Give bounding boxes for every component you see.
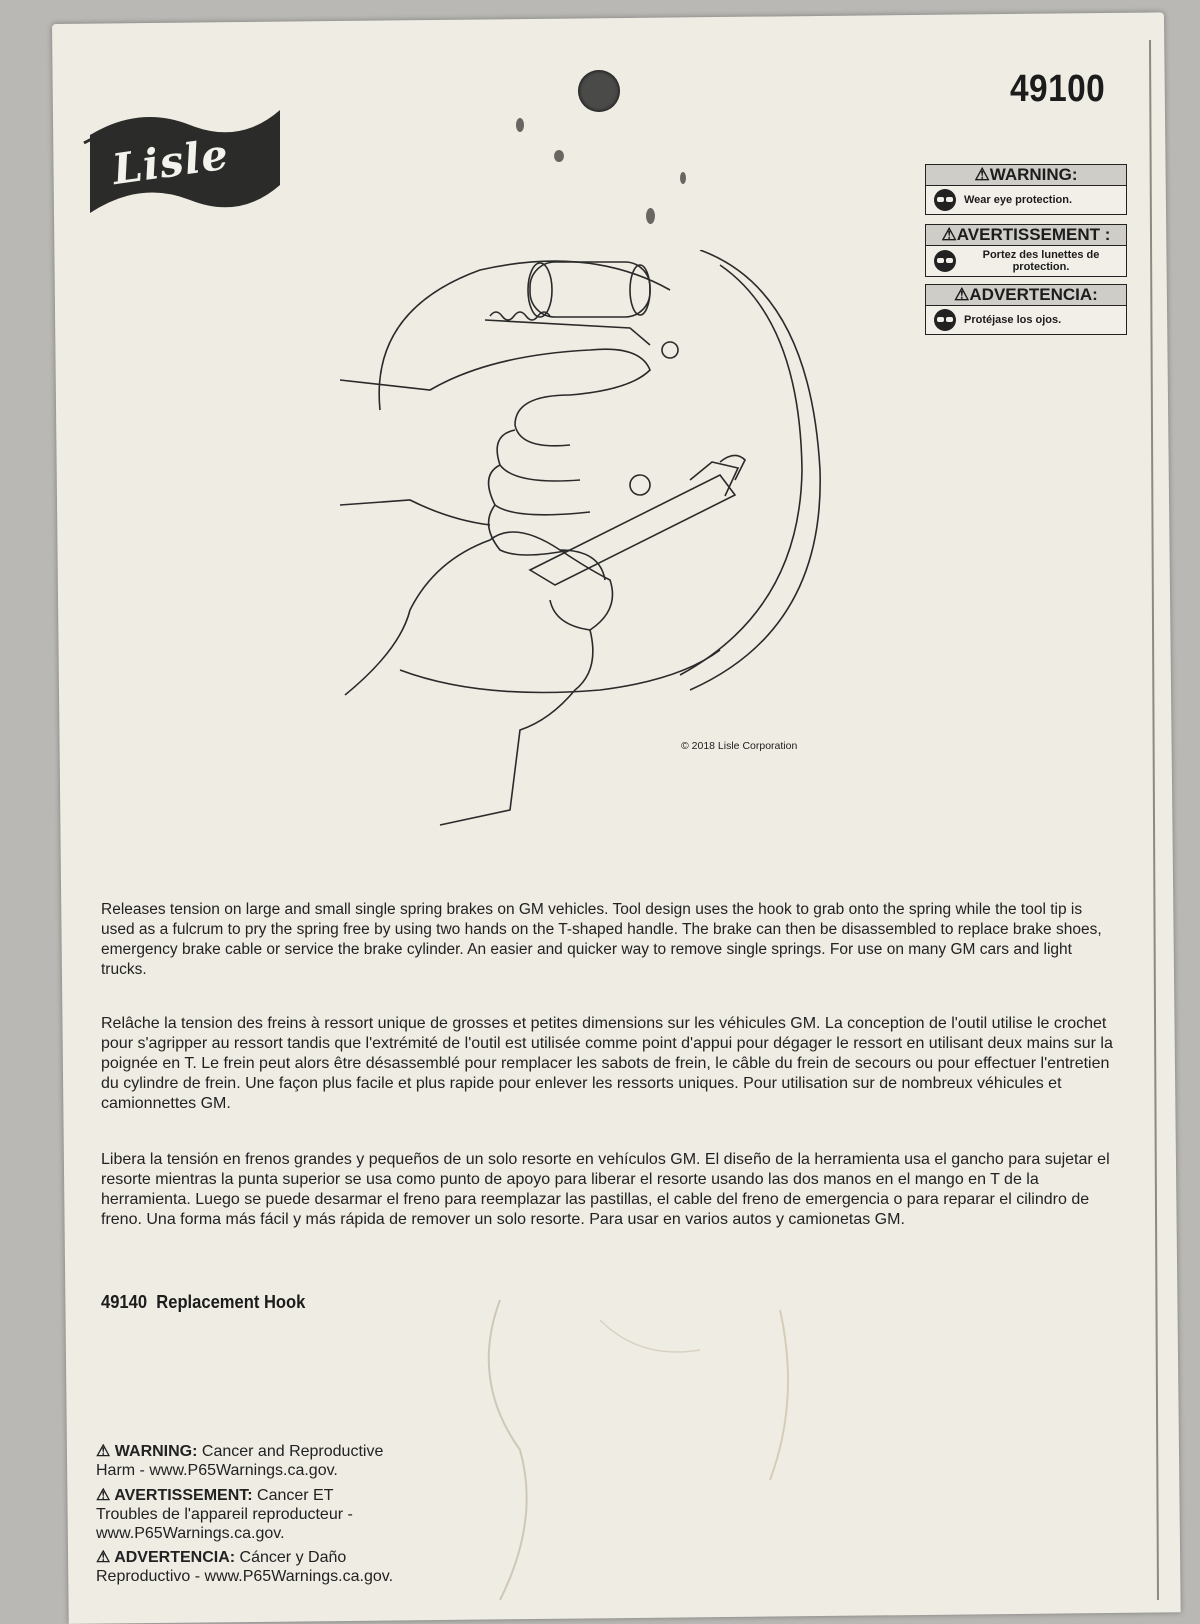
prop65-heading: ⚠ ADVERTENCIA: (96, 1549, 236, 1566)
prop65-warning-english (96, 1442, 426, 1480)
warning-text: Protéjase los ojos. (964, 314, 1062, 326)
warning-heading: ⚠ADVERTENCIA: (926, 285, 1126, 306)
prop65-text: Cancer and Reproductive Harm - www.P65Warnings.ca.gov. (96, 1443, 384, 1479)
replacement-part (101, 1292, 305, 1313)
warning-heading: ⚠AVERTISSEMENT : (926, 225, 1126, 246)
prop65-warning-spanish (96, 1548, 406, 1586)
prop65-text: Cáncer y Daño Reproductivo - www.P65Warnings.ca.gov. (96, 1549, 394, 1585)
part-number: 49100 (1010, 68, 1106, 110)
brand-name: Lisle (109, 129, 232, 195)
prop65-warning-french (96, 1486, 396, 1543)
description-french: Relâche la tension des freins à ressort unique de grosses et petites dimensions sur les véhicules GM. La conception de l'outil utilise le crochet pour s'agripper au ressort tandis que l'extrémité de l'outil est utilisée comme point d'appui pour dégager le ressort en utilisant deux mains sur la poignée en T. Le frein peut alors être désassemblé pour remplacer les sabots de frein, le câble du frein de secours ou pour effectuer l'entretien du cylindre de frein. Une façon plus facile et plus rapide pour enlever les ressorts uniques. Pour utilisation sur de nombreux véhicules et camionnettes GM. (101, 1015, 1113, 1112)
stain-mark (516, 118, 524, 132)
copyright-notice: © 2018 Lisle Corporation (681, 740, 798, 752)
stain-mark (680, 172, 686, 184)
description-english: Releases tension on large and small single spring brakes on GM vehicles. Tool design uses the hook to grab onto the spring while the tool tip is used as a fulcrum to pry the spring free by using two hands on the T-shaped handle. The brake can then be disassembled to replace brake shoes, emergency brake cable or service the brake cylinder. An easier and quicker way to remove single springs. For use on many GM cars and light trucks. (101, 901, 1102, 978)
prop65-heading: ⚠ WARNING: (96, 1443, 198, 1460)
replacement-part-label: Replacement Hook (156, 1292, 306, 1312)
prop65-heading: ⚠ AVERTISSEMENT: (96, 1487, 253, 1504)
description-spanish: Libera la tensión en frenos grandes y pequeños de un solo resorte en vehículos GM. El diseño de la herramienta usa el gancho para sujetar el resorte mientras la punta superior se usa como punto de apoyo para liberar el resorte usando las dos manos en el mango en T de la herramienta. Luego se puede desarmar el freno para reemplazar las pastillas, el cable del freno de emergencia o para reparar el cilindro de freno. Una forma más fácil y más rápida de remover un solo resorte. Para usar en varios autos y camionetas GM. (101, 1151, 1110, 1228)
warning-text: Portez des lunettes de protection. (982, 249, 1100, 273)
eye-protection-icon (934, 309, 956, 331)
stain-mark (554, 150, 564, 162)
hang-hole (578, 70, 620, 112)
warning-text: Wear eye protection. (964, 194, 1072, 206)
warning-label-english (925, 164, 1127, 215)
warning-heading: ⚠WARNING: (926, 165, 1126, 186)
prop65-text: Cancer ET Troubles de l'appareil reproducteur - www.P65Warnings.ca.gov. (96, 1487, 353, 1542)
replacement-part-number: 49140 (101, 1292, 148, 1312)
stain-mark (646, 208, 655, 224)
eye-protection-icon (934, 189, 956, 211)
warning-label-french (925, 224, 1127, 277)
warning-label-spanish (925, 284, 1127, 335)
eye-protection-icon (934, 250, 956, 272)
